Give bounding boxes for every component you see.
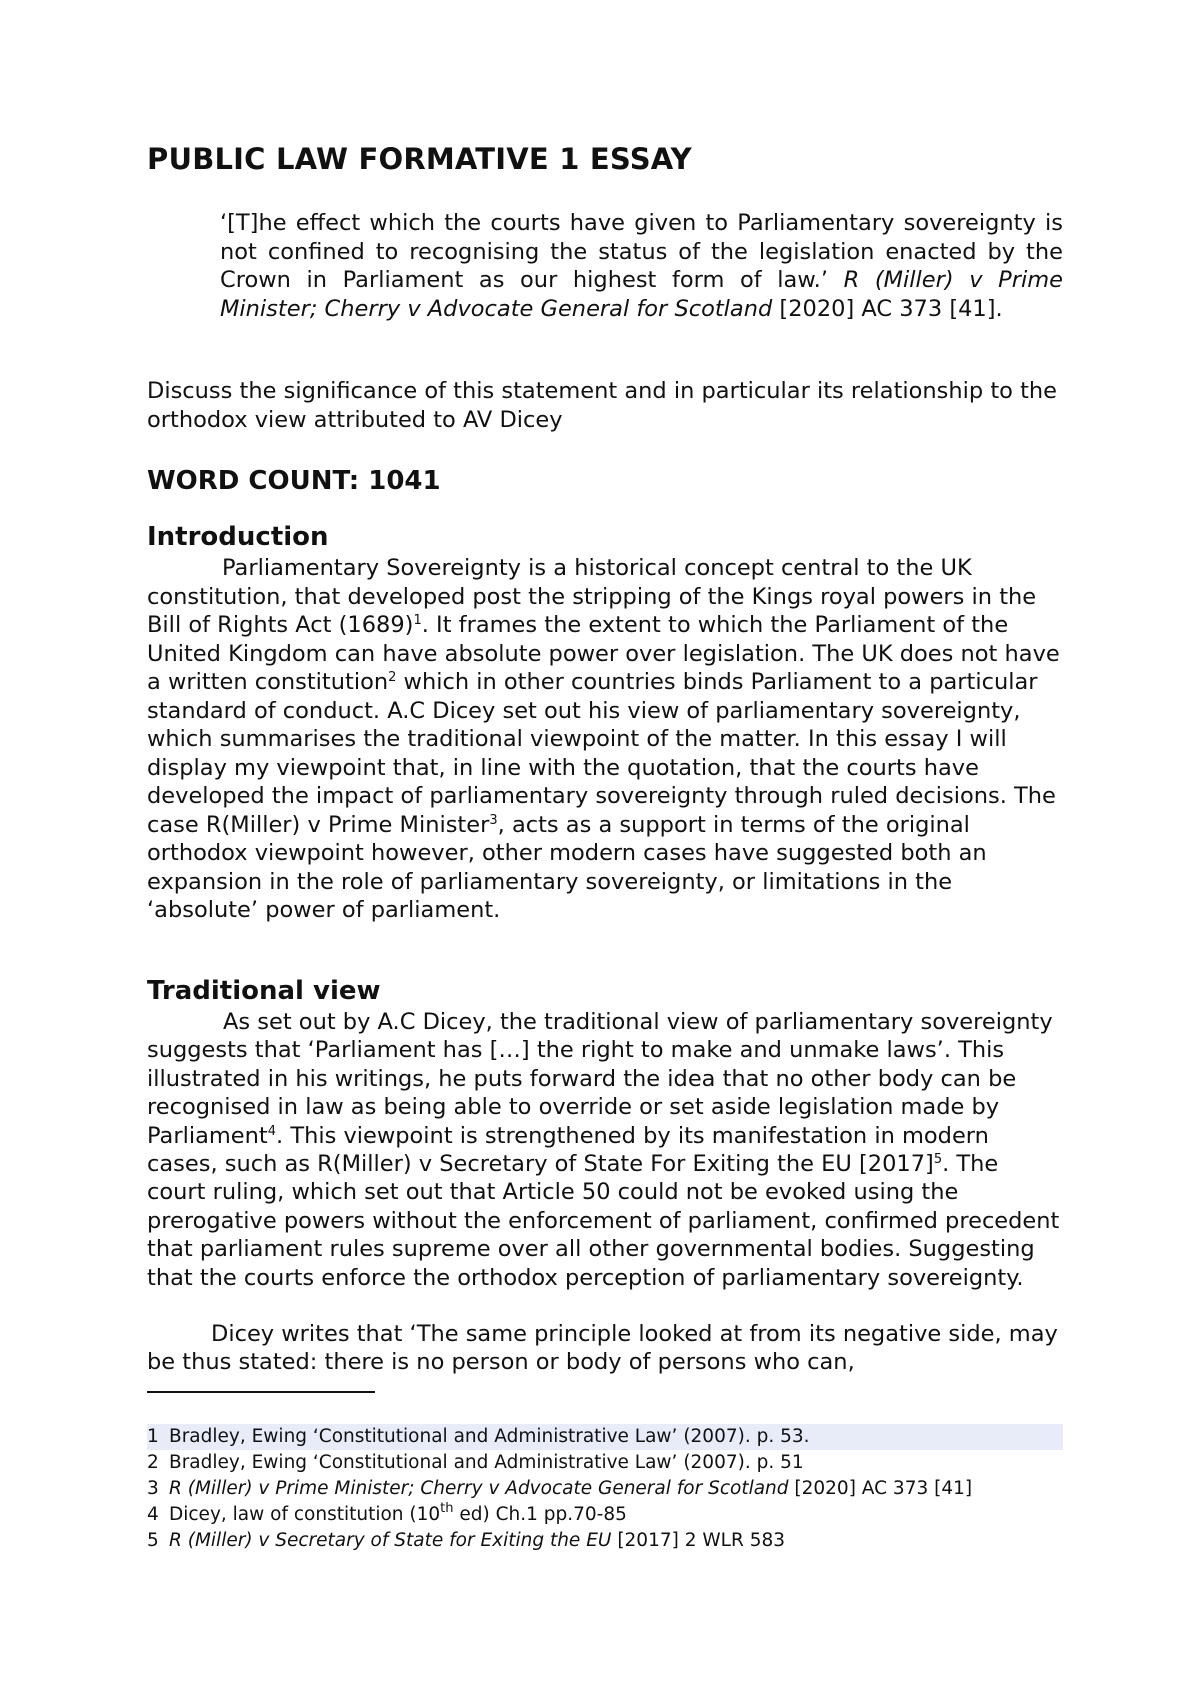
footnote-ref-2[interactable]: 2 bbox=[388, 670, 397, 685]
footnote-text: Bradley, Ewing ‘Constitutional and Administrative Law’ (2007). p. 51 bbox=[169, 1452, 804, 1473]
trad-text-p2: Dicey writes that ‘The same principle looked at from its negative side, may be thus stated: there is no person or body of persons who can, bbox=[147, 1321, 1058, 1376]
document-title: PUBLIC LAW FORMATIVE 1 ESSAY bbox=[147, 142, 692, 176]
quote-text: ‘[T]he effect which the courts have given to Parliamentary sovereignty is not confined to recognising the status of the legislation enacted by the Crown in Parliament as our highest form of law.’ bbox=[220, 210, 1063, 294]
footnote-text: [2017] 2 WLR 583 bbox=[611, 1530, 786, 1551]
quote-case-name: R (Miller) v Prime Minister; Cherry v Advocate General for Scotland bbox=[220, 267, 1063, 322]
trad-text-a: As set out by A.C Dicey, the traditional view of parliamentary sovereignty suggests that ‘Parliament has […] the right to make and unmake laws’. This illustrated in his writings, he puts forward the idea that no other body can be recognised in law as being able to override or set aside legislation made by Parliament bbox=[147, 1009, 1053, 1149]
trad-text-c: . The court ruling, which set out that Article 50 could not be evoked using the prerogative powers without the enforcement of parliament, confirmed precedent that parliament rules supreme over all other governmental bodies. Suggesting that the courts enforce the orthodox perception of parliamentary sovereignty. bbox=[147, 1151, 1060, 1291]
trad-text-b: . This viewpoint is strengthened by its manifestation in modern cases, such as R(Miller) v Secretary of State For Exiting the EU [2017] bbox=[147, 1122, 989, 1178]
quote-citation: [2020] AC 373 [41]. bbox=[772, 295, 1003, 322]
footnote-number: 5 bbox=[147, 1530, 159, 1551]
intro-text-a: Parliamentary Sovereignty is a historical concept central to the UK constitution, that developed post the stripping of the Kings royal powers in the Bill of Rights Act (1689) bbox=[147, 555, 1037, 638]
footnote-case-name: R (Miller) v Prime Minister; Cherry v Advocate General for Scotland bbox=[169, 1478, 789, 1499]
footnote-4[interactable] bbox=[147, 1502, 1063, 1528]
footnote-text: [2020] AC 373 [41] bbox=[788, 1478, 973, 1499]
word-count: WORD COUNT: 1041 bbox=[147, 466, 441, 496]
footnote-3[interactable] bbox=[147, 1476, 1063, 1502]
footnote-5[interactable] bbox=[147, 1528, 1063, 1554]
footnote-number: 2 bbox=[147, 1452, 159, 1473]
introduction-paragraph bbox=[147, 554, 1063, 925]
footnotes-section bbox=[147, 1424, 1063, 1554]
traditional-view-paragraph-1 bbox=[147, 1008, 1063, 1292]
footnote-ref-4[interactable]: 4 bbox=[267, 1123, 277, 1139]
footnote-2[interactable] bbox=[147, 1450, 1063, 1476]
intro-text-c: which in other countries binds Parliament to a particular standard of conduct. A.C Dicey set out his view of parliamentary sovereignty, which summarises the traditional viewpoint of the matter. In this essay I will display my viewpoint that, in line with the quotation, that the courts have developed the impact of parliamentary sovereignty through ruled decisions. The case R(Miller) v Prime Minister bbox=[147, 669, 1056, 838]
intro-text-d: , acts as a support in terms of the original orthodox viewpoint however, other modern cases have suggested both an expansion in the role of parliamentary sovereignty, or limitations in the ‘absolute’ power of parliament. bbox=[147, 811, 987, 923]
introduction-heading: Introduction bbox=[147, 522, 329, 552]
footnote-text: ed) Ch.1 pp.70-85 bbox=[453, 1504, 627, 1525]
footnote-ref-1[interactable]: 1 bbox=[413, 613, 422, 628]
traditional-view-heading: Traditional view bbox=[147, 976, 381, 1006]
traditional-view-paragraph-2 bbox=[147, 1320, 1063, 1377]
footnote-number: 3 bbox=[147, 1478, 159, 1499]
footnote-text: Dicey, law of constitution (10 bbox=[169, 1504, 441, 1525]
footnote-text: Bradley, Ewing ‘Constitutional and Administrative Law’ (2007). p. 53. bbox=[169, 1426, 810, 1447]
footnote-1[interactable] bbox=[147, 1424, 1063, 1450]
footnote-number: 1 bbox=[147, 1426, 159, 1447]
footnote-separator bbox=[147, 1391, 375, 1393]
footnote-ref-3[interactable]: 3 bbox=[489, 812, 498, 828]
essay-quote bbox=[220, 209, 1063, 323]
intro-text-b: . It frames the extent to which the Parliament of the United Kingdom can have absolute power over legislation. The UK does not have a written constitution bbox=[147, 612, 1060, 695]
footnote-case-name: R (Miller) v Secretary of State for Exiting the EU bbox=[169, 1530, 612, 1551]
essay-prompt: Discuss the significance of this statement and in particular its relationship to the orthodox view attributed to AV Dicey bbox=[147, 378, 1057, 433]
footnote-number: 4 bbox=[147, 1504, 159, 1525]
footnote-superscript: th bbox=[440, 1501, 454, 1516]
footnote-ref-5[interactable]: 5 bbox=[933, 1152, 943, 1168]
